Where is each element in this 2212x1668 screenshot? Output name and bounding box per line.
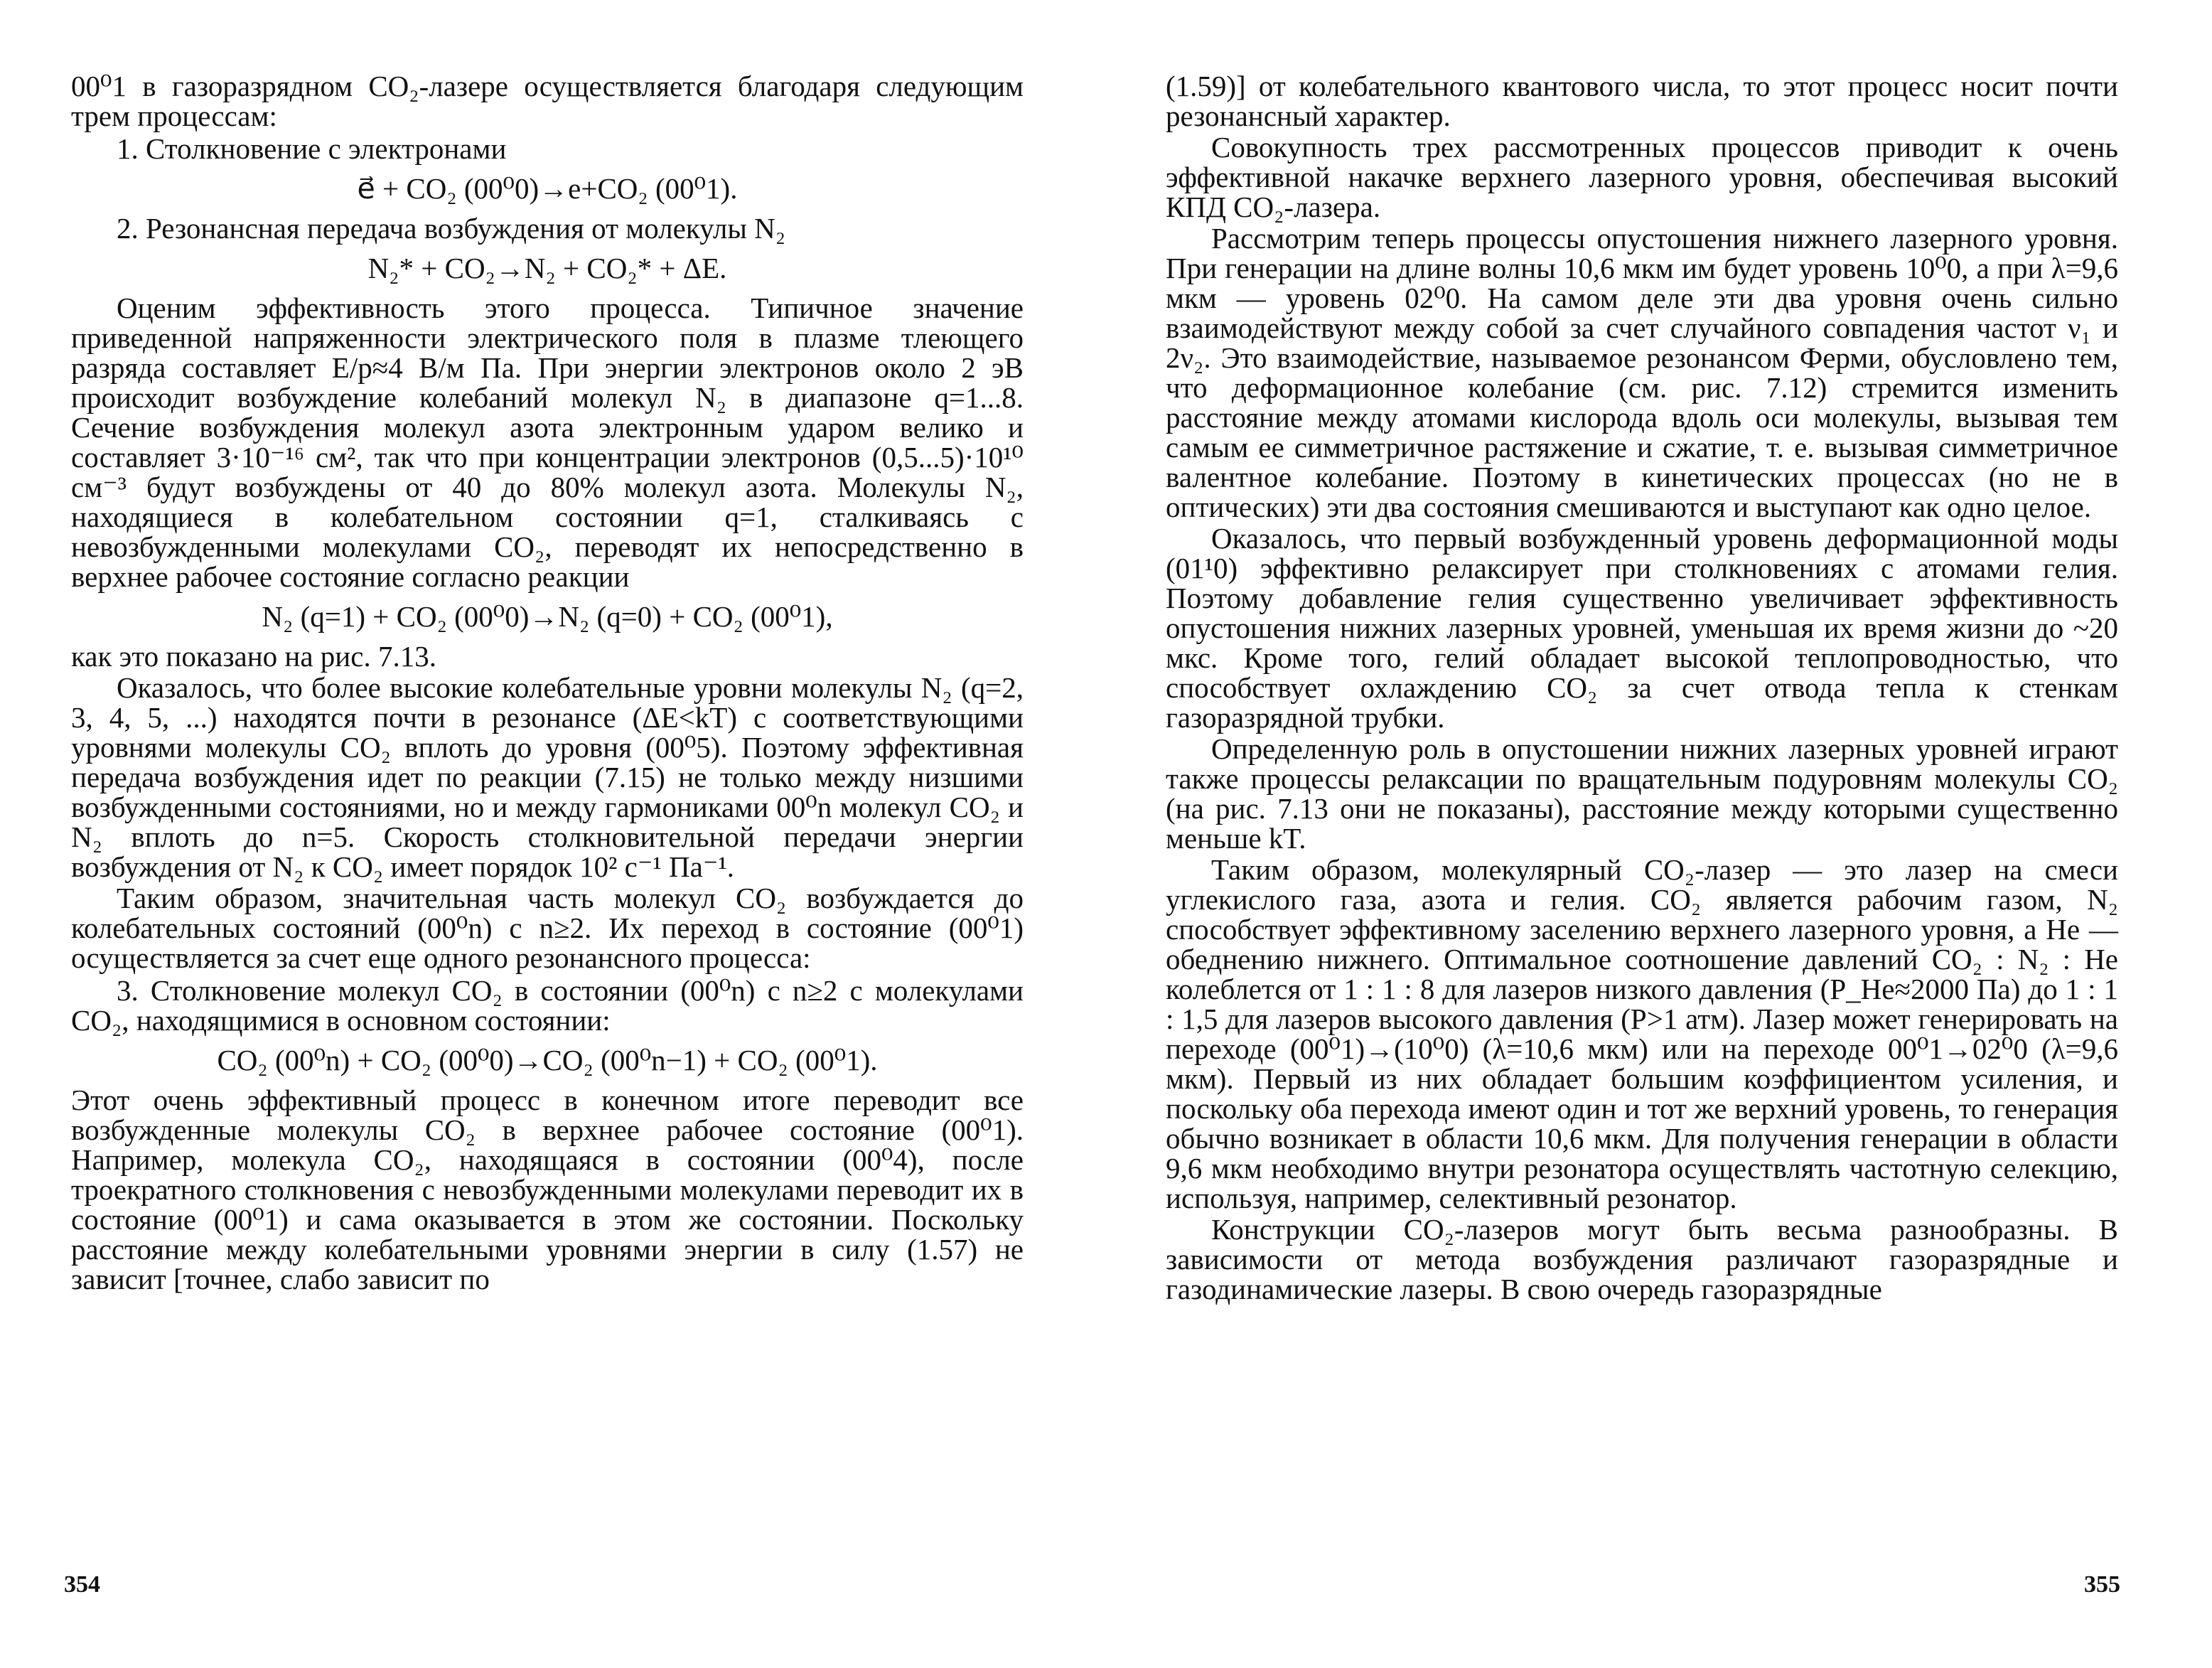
right-paragraph-2: Совокупность трех рассмотренных процессов приводит к очень эффективной накачке верхнего лазерного уровня, обеспечивая высокий КПД CO₂-лазера.: [1166, 131, 2118, 223]
right-paragraph-4: Оказалось, что первый возбужденный уровень деформационной моды (01¹0) эффективно релаксирует при столкновениях с атомами гелия. Поэтому добавление гелия существенно увеличивает эффективность опустошения нижних лазерных уровней, уменьшая их время жизни до ~20 мкс. Кроме того, гелий обладает высокой теплопроводностью, что способствует охлаждению CO₂ за счет отвода тепла к стенкам газоразрядной трубки.: [1166, 522, 2118, 734]
right-page-number: 355: [2084, 1571, 2120, 1598]
left-list-item-2: 2. Резонансная передача возбуждения от молекулы N₂: [117, 212, 786, 245]
left-equation-4: CO₂ (00⁰n) + CO₂ (00⁰0)→CO₂ (00⁰n−1) + CO₂ (00⁰1).: [217, 1044, 878, 1076]
book-gutter: [1080, 0, 1083, 1668]
left-list-item-1: 1. Столкновение с электронами: [117, 132, 507, 165]
right-paragraph-7: Конструкции CO₂-лазеров могут быть весьма разнообразны. В зависимости от метода возбуждения различают газоразрядные и газодинамические лазеры. В свою очередь газоразрядные: [1166, 1213, 2118, 1305]
left-list-item-3: 3. Столкновение молекул CO₂ в состоянии (00⁰n) с n≥2 с молекулами CO₂, находящимися в основном состоянии:: [71, 974, 1024, 1037]
right-paragraph-1: (1.59)] от колебательного квантового числа, то этот процесс носит почти резонансный характер.: [1166, 70, 2118, 132]
left-paragraph-6: Этот очень эффективный процесс в конечном итоге переводит все возбужденные молекулы CO₂ в верхнее рабочее состояние (00⁰1). Например, молекула CO₂, находящаяся в состоянии (00⁰4), после троекратного столкновения с невозбужденными молекулами переводит их в состояние (00⁰1) и сама оказывается в этом же состоянии. Поскольку расстояние между колебательными уровнями энергии в силу (1.57) не зависит [точнее, слабо зависит по: [71, 1084, 1024, 1295]
left-equation-2: N₂* + CO₂→N₂ + CO₂* + ΔE.: [367, 252, 727, 284]
left-equation-1: e⃗ + CO₂ (00⁰0)→e+CO₂ (00⁰1).: [357, 172, 738, 205]
left-page: [71, 71, 1024, 1294]
right-paragraph-5: Определенную роль в опустошении нижних лазерных уровней играют также процессы релаксации по вращательным подуровням молекулы CO₂ (на рис. 7.13 они не показаны), расстояние между которыми существенно меньше kT.: [1166, 732, 2118, 855]
right-paragraph-3: Рассмотрим теперь процессы опустошения нижнего лазерного уровня. При генерации на длине волны 10,6 мкм им будет уровень 10⁰0, а при λ=9,6 мкм — уровень 02⁰0. На самом деле эти два уровня очень сильно взаимодействуют между собой за счет случайного совпадения частот ν₁ и 2ν₂. Это взаимодействие, называемое резонансом Ферми, обусловлено тем, что деформационное колебание (см. рис. 7.12) стремится изменить расстояние между атомами кислорода вдоль оси молекулы, вызывая тем самым ее симметричное растяжение и сжатие, т. е. вызывая симметричное валентное колебание. Поэтому в кинетических процессах (но не в оптических) эти два состояния смешиваются и выступают как одно целое.: [1166, 222, 2118, 523]
left-equation-3: N₂ (q=1) + CO₂ (00⁰0)→N₂ (q=0) + CO₂ (00⁰1),: [262, 600, 833, 633]
right-paragraph-6: Таким образом, молекулярный CO₂-лазер — это лазер на смеси углекислого газа, азота и гелия. CO₂ является рабочим газом, N₂ способствует эффективному заселению верхнего лазерного уровня, а He — обеднению нижнего. Оптимальное соотношение давлений CO₂ : N₂ : He колеблется от 1 : 1 : 8 для лазеров низкого давления (P_He≈2000 Па) до 1 : 1 : 1,5 для лазеров высокого давления (P>1 атм). Лазер может генерировать на переходе (00⁰1)→(10⁰0) (λ=10,6 мкм) или на переходе 00⁰1→02⁰0 (λ=9,6 мкм). Первый из них обладает большим коэффициентом усиления, и поскольку оба перехода имеют один и тот же верхний уровень, то генерация обычно возникает в области 10,6 мкм. Для получения генерации в области 9,6 мкм необходимо внутри резонатора осуществлять частотную селекцию, используя, например, селективный резонатор.: [1166, 853, 2118, 1214]
left-paragraph-4: Оказалось, что более высокие колебательные уровни молекулы N₂ (q=2, 3, 4, 5, ...) находятся почти в резонансе (ΔE<kT) с соответствующими уровнями молекулы CO₂ вплоть до уровня (00⁰5). Поэтому эффективная передача возбуждения идет по реакции (7.15) не только между низшими возбужденными состояниями, но и между гармониками 00⁰n молекул CO₂ и N₂ вплоть до n=5. Скорость столкновительной передачи энергии возбуждения от N₂ к CO₂ имеет порядок 10² с⁻¹ Па⁻¹.: [71, 671, 1024, 883]
left-paragraph-2: Оценим эффективность этого процесса. Типичное значение приведенной напряженности электрического поля в плазме тлеющего разряда составляет E/p≈4 В/м Па. При энергии электронов около 2 эВ происходит возбуждение колебаний молекул N₂ в диапазоне q=1...8. Сечение возбуждения молекул азота электронным ударом велико и составляет 3·10⁻¹⁶ см², так что при концентрации электронов (0,5...5)·10¹⁰ см⁻³ будут возбуждены от 40 до 80% молекул азота. Молекулы N₂, находящиеся в колебательном состоянии q=1, сталкиваясь с невозбужденными молекулами CO₂, переводят их непосредственно в верхнее рабочее состояние согласно реакции: [71, 292, 1024, 593]
left-paragraph-1: 00⁰1 в газоразрядном CO₂-лазере осуществляется благодаря следующим трем процессам:: [71, 70, 1024, 132]
left-paragraph-3: как это показано на рис. 7.13.: [71, 640, 436, 673]
left-page-number: 354: [64, 1571, 100, 1598]
right-page: [1166, 71, 2118, 1304]
left-paragraph-5: Таким образом, значительная часть молекул CO₂ возбуждается до колебательных состояний (00⁰n) с n≥2. Их переход в состояние (00⁰1) осуществляется за счет еще одного резонансного процесса:: [71, 882, 1024, 974]
